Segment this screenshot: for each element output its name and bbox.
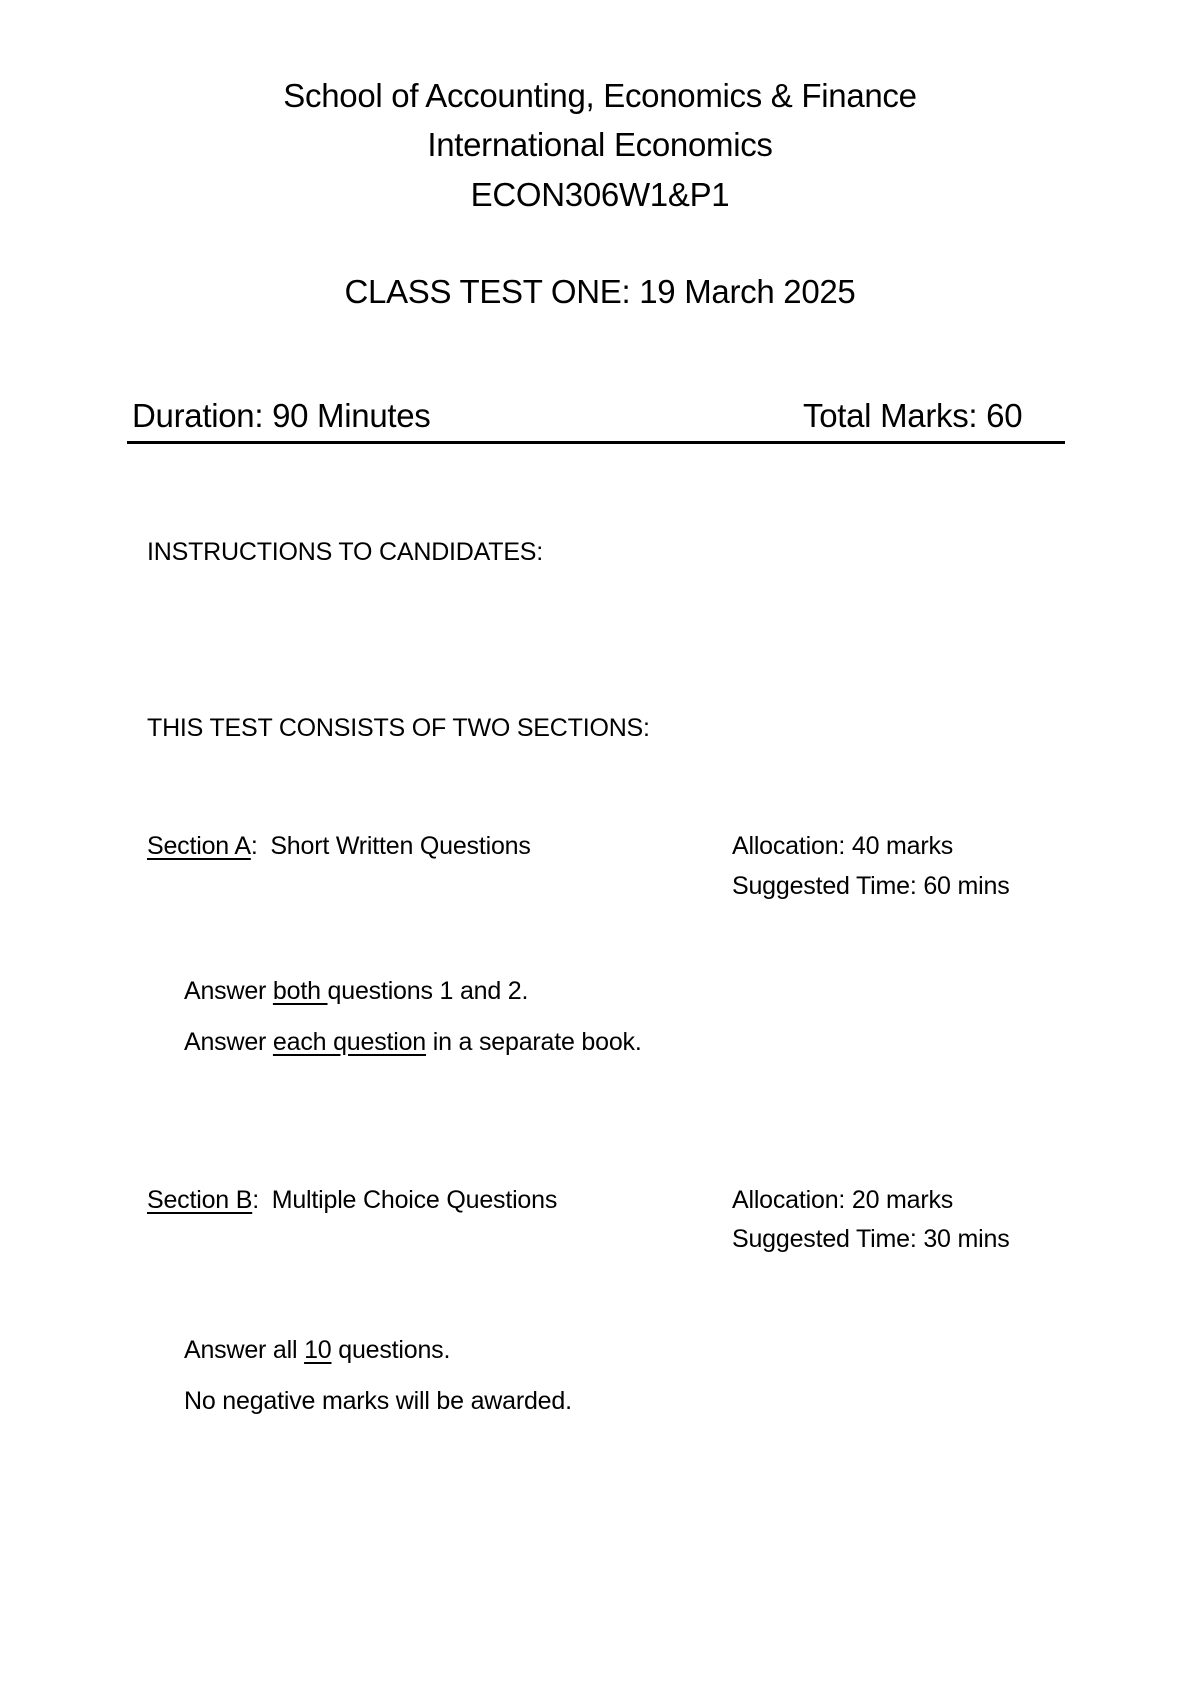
section-a-instruction-2-post: in a separate book.	[426, 1028, 642, 1056]
instructions-heading: INSTRUCTIONS TO CANDIDATES:	[147, 538, 544, 566]
header-rule	[127, 441, 1065, 444]
duration: Duration: 90 Minutes	[132, 397, 431, 434]
section-a-heading	[147, 830, 531, 862]
section-b-allocation: Allocation: 20 marks	[732, 1186, 954, 1214]
section-a-instruction-2-pre: Answer	[184, 1028, 273, 1056]
section-b-colon: :	[252, 1186, 259, 1214]
section-a-instruction-1-pre: Answer	[184, 977, 273, 1005]
section-b-instruction-2: No negative marks will be awarded.	[184, 1387, 572, 1415]
section-b-instruction-1-post: questions.	[331, 1336, 451, 1364]
section-b-instruction-1-underlined: 10	[304, 1336, 332, 1364]
section-b-heading	[147, 1184, 557, 1216]
section-a-colon: :	[250, 832, 258, 860]
section-a-label: Section A	[147, 832, 251, 860]
section-a-instruction-2	[184, 1026, 642, 1058]
school-name: School of Accounting, Economics & Finance	[283, 77, 917, 114]
section-b-instruction-1-pre: Answer all	[184, 1336, 305, 1364]
test-title: CLASS TEST ONE: 19 March 2025	[344, 273, 856, 310]
total-marks: Total Marks: 60	[803, 397, 1023, 434]
section-b-label: Section B	[147, 1186, 253, 1214]
section-a-title: Short Written Questions	[270, 832, 531, 860]
course-code: ECON306W1&P1	[470, 176, 730, 213]
section-a-instruction-1-post: questions 1 and 2.	[327, 977, 529, 1005]
section-a-suggested-time: Suggested Time: 60 mins	[732, 872, 1010, 900]
section-a-instruction-1-underlined: both	[272, 977, 328, 1005]
sections-heading: THIS TEST CONSISTS OF TWO SECTIONS:	[147, 714, 650, 742]
section-b-instruction-1	[184, 1334, 450, 1366]
course-name: International Economics	[427, 126, 773, 163]
section-a-instruction-1	[184, 975, 528, 1007]
section-b-suggested-time: Suggested Time: 30 mins	[732, 1225, 1010, 1253]
section-b-title: Multiple Choice Questions	[271, 1186, 558, 1214]
section-a-instruction-2-underlined: each question	[272, 1028, 426, 1056]
section-a-allocation: Allocation: 40 marks	[732, 832, 954, 860]
